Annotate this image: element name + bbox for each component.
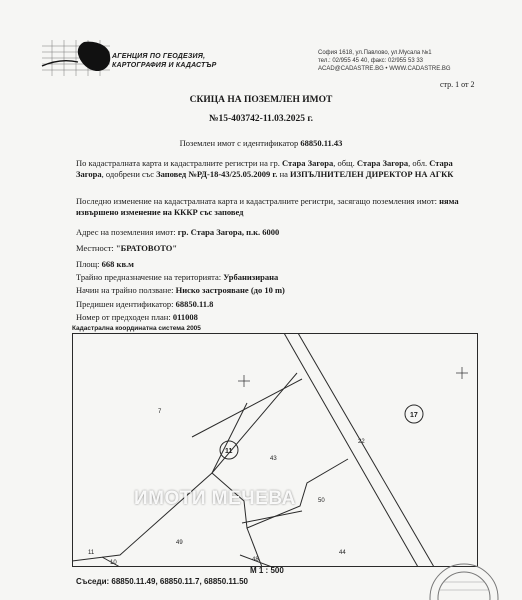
watermark-text: ИМОТИ МЕЧЕВА xyxy=(134,488,296,509)
identifier-label: Поземлен имот с идентификатор xyxy=(179,138,299,148)
use-label: Начин на трайно ползване: xyxy=(76,285,174,295)
cadastre-intro xyxy=(76,158,476,180)
neighbors-label: Съседи: xyxy=(76,577,110,586)
use-value: Ниско застрояване (до 10 m) xyxy=(175,285,285,295)
parcel-label: 10 xyxy=(110,560,117,566)
address-label: Адрес на поземления имот: xyxy=(76,227,176,237)
address-row xyxy=(76,227,279,237)
official-stamp xyxy=(404,552,500,600)
last-change-text-1: Последно изменение на кадастралната карта и кадастралните регистри, засягащо поземления xyxy=(76,196,415,206)
intro-city: Стара Загора xyxy=(281,158,334,168)
area-label: Площ: xyxy=(76,259,100,269)
last-change-value: няма извършено изменение на КККР със заповед xyxy=(76,196,459,217)
page-number: стр. 1 от 2 xyxy=(440,80,475,89)
address-value: гр. Стара Загора, п.к. 6000 xyxy=(177,227,280,237)
road-edge-right xyxy=(298,333,434,567)
parcel-boundary-43-top xyxy=(192,379,302,437)
circled-label: 17 xyxy=(410,412,418,419)
identifier-value: 68850.11.43 xyxy=(300,138,343,148)
intro-text-4: обл. xyxy=(412,158,428,168)
parcel-label: 48 xyxy=(252,557,259,563)
agency-name xyxy=(112,52,217,70)
intro-order: Заповед №РД-18-43/25.05.2009 г. xyxy=(156,169,278,179)
parcel-label: 11 xyxy=(88,550,95,556)
prev-id-value: 68850.11.8 xyxy=(175,299,214,309)
document-title: СКИЦА НА ПОЗЕМЛЕН ИМОТ xyxy=(189,95,333,105)
plan-label: Номер от предходен план: xyxy=(76,312,171,322)
intro-authority: ИЗПЪЛНИТЕЛЕН ДИРЕКТОР НА АГКК xyxy=(290,169,454,179)
last-change xyxy=(76,196,476,218)
map-scale: М 1 : 500 xyxy=(250,566,284,575)
agency-email: ACAD@CADASTRE.BG • WWW.CADASTRE.BG xyxy=(318,66,451,72)
parcel-boundary-50 xyxy=(242,511,302,523)
locality-value: "БРАТОВОТО" xyxy=(115,243,178,253)
use-row xyxy=(76,285,285,295)
locality-row xyxy=(76,243,177,253)
agency-address: София 1618, ул.Павлово, ул.Мусала №1 xyxy=(318,50,432,56)
plan-value: 011008 xyxy=(172,312,198,322)
parcel-label: 7 xyxy=(158,409,162,415)
identifier-line xyxy=(0,138,522,148)
parcel-boundary-7 xyxy=(72,373,297,561)
intro-text-3: , xyxy=(408,158,411,168)
purpose-row xyxy=(76,272,278,282)
purpose-value: Урбанизирана xyxy=(223,272,279,282)
locality-label: Местност: xyxy=(76,243,114,253)
intro-text-5: , одобрени със xyxy=(101,169,154,179)
purpose-label: Трайно предназначение на територията: xyxy=(76,272,222,282)
intro-text-6: на xyxy=(279,169,288,179)
parcel-label: 50 xyxy=(318,498,325,504)
intro-text-2: , общ. xyxy=(333,158,355,168)
intro-municipality: Стара Загора xyxy=(356,158,409,168)
plan-row xyxy=(76,312,198,322)
map-caption: Кадастрална координатна система 2005 xyxy=(72,325,201,332)
cadastral-map xyxy=(72,333,478,567)
agency-contacts xyxy=(318,49,451,73)
area-row xyxy=(76,259,134,269)
intro-text-1: По кадастралната карта и кадастралните регистри на гр. xyxy=(76,158,280,168)
area-value: 668 кв.м xyxy=(101,259,134,269)
last-change-text-2: имот: xyxy=(416,196,437,206)
road-edge-left xyxy=(284,333,418,567)
agency-phone: тел.: 02/955 45 40, факс: 02/955 53 33 xyxy=(318,58,424,64)
prev-id-row xyxy=(76,299,213,309)
agency-name-line2: КАРТОГРАФИЯ И КАДАСТЪР xyxy=(112,62,217,69)
parcel-label: 44 xyxy=(339,550,346,556)
map-frame xyxy=(73,334,478,567)
circled-label: 11 xyxy=(225,448,233,455)
agency-logo xyxy=(40,36,112,80)
document-number: №15-403742-11.03.2025 г. xyxy=(208,114,314,124)
parcel-label: 49 xyxy=(176,540,183,546)
agency-name-line1: АГЕНЦИЯ ПО ГЕОДЕЗИЯ, xyxy=(112,53,206,60)
neighbors-row xyxy=(76,577,248,586)
parcel-label: 43 xyxy=(270,456,277,462)
intro-region: Стара Загора xyxy=(76,158,453,179)
prev-id-label: Предишен идентификатор: xyxy=(76,299,174,309)
neighbors-value: 68850.11.49, 68850.11.7, 68850.11.50 xyxy=(111,577,248,586)
parcel-label: 22 xyxy=(358,439,365,445)
